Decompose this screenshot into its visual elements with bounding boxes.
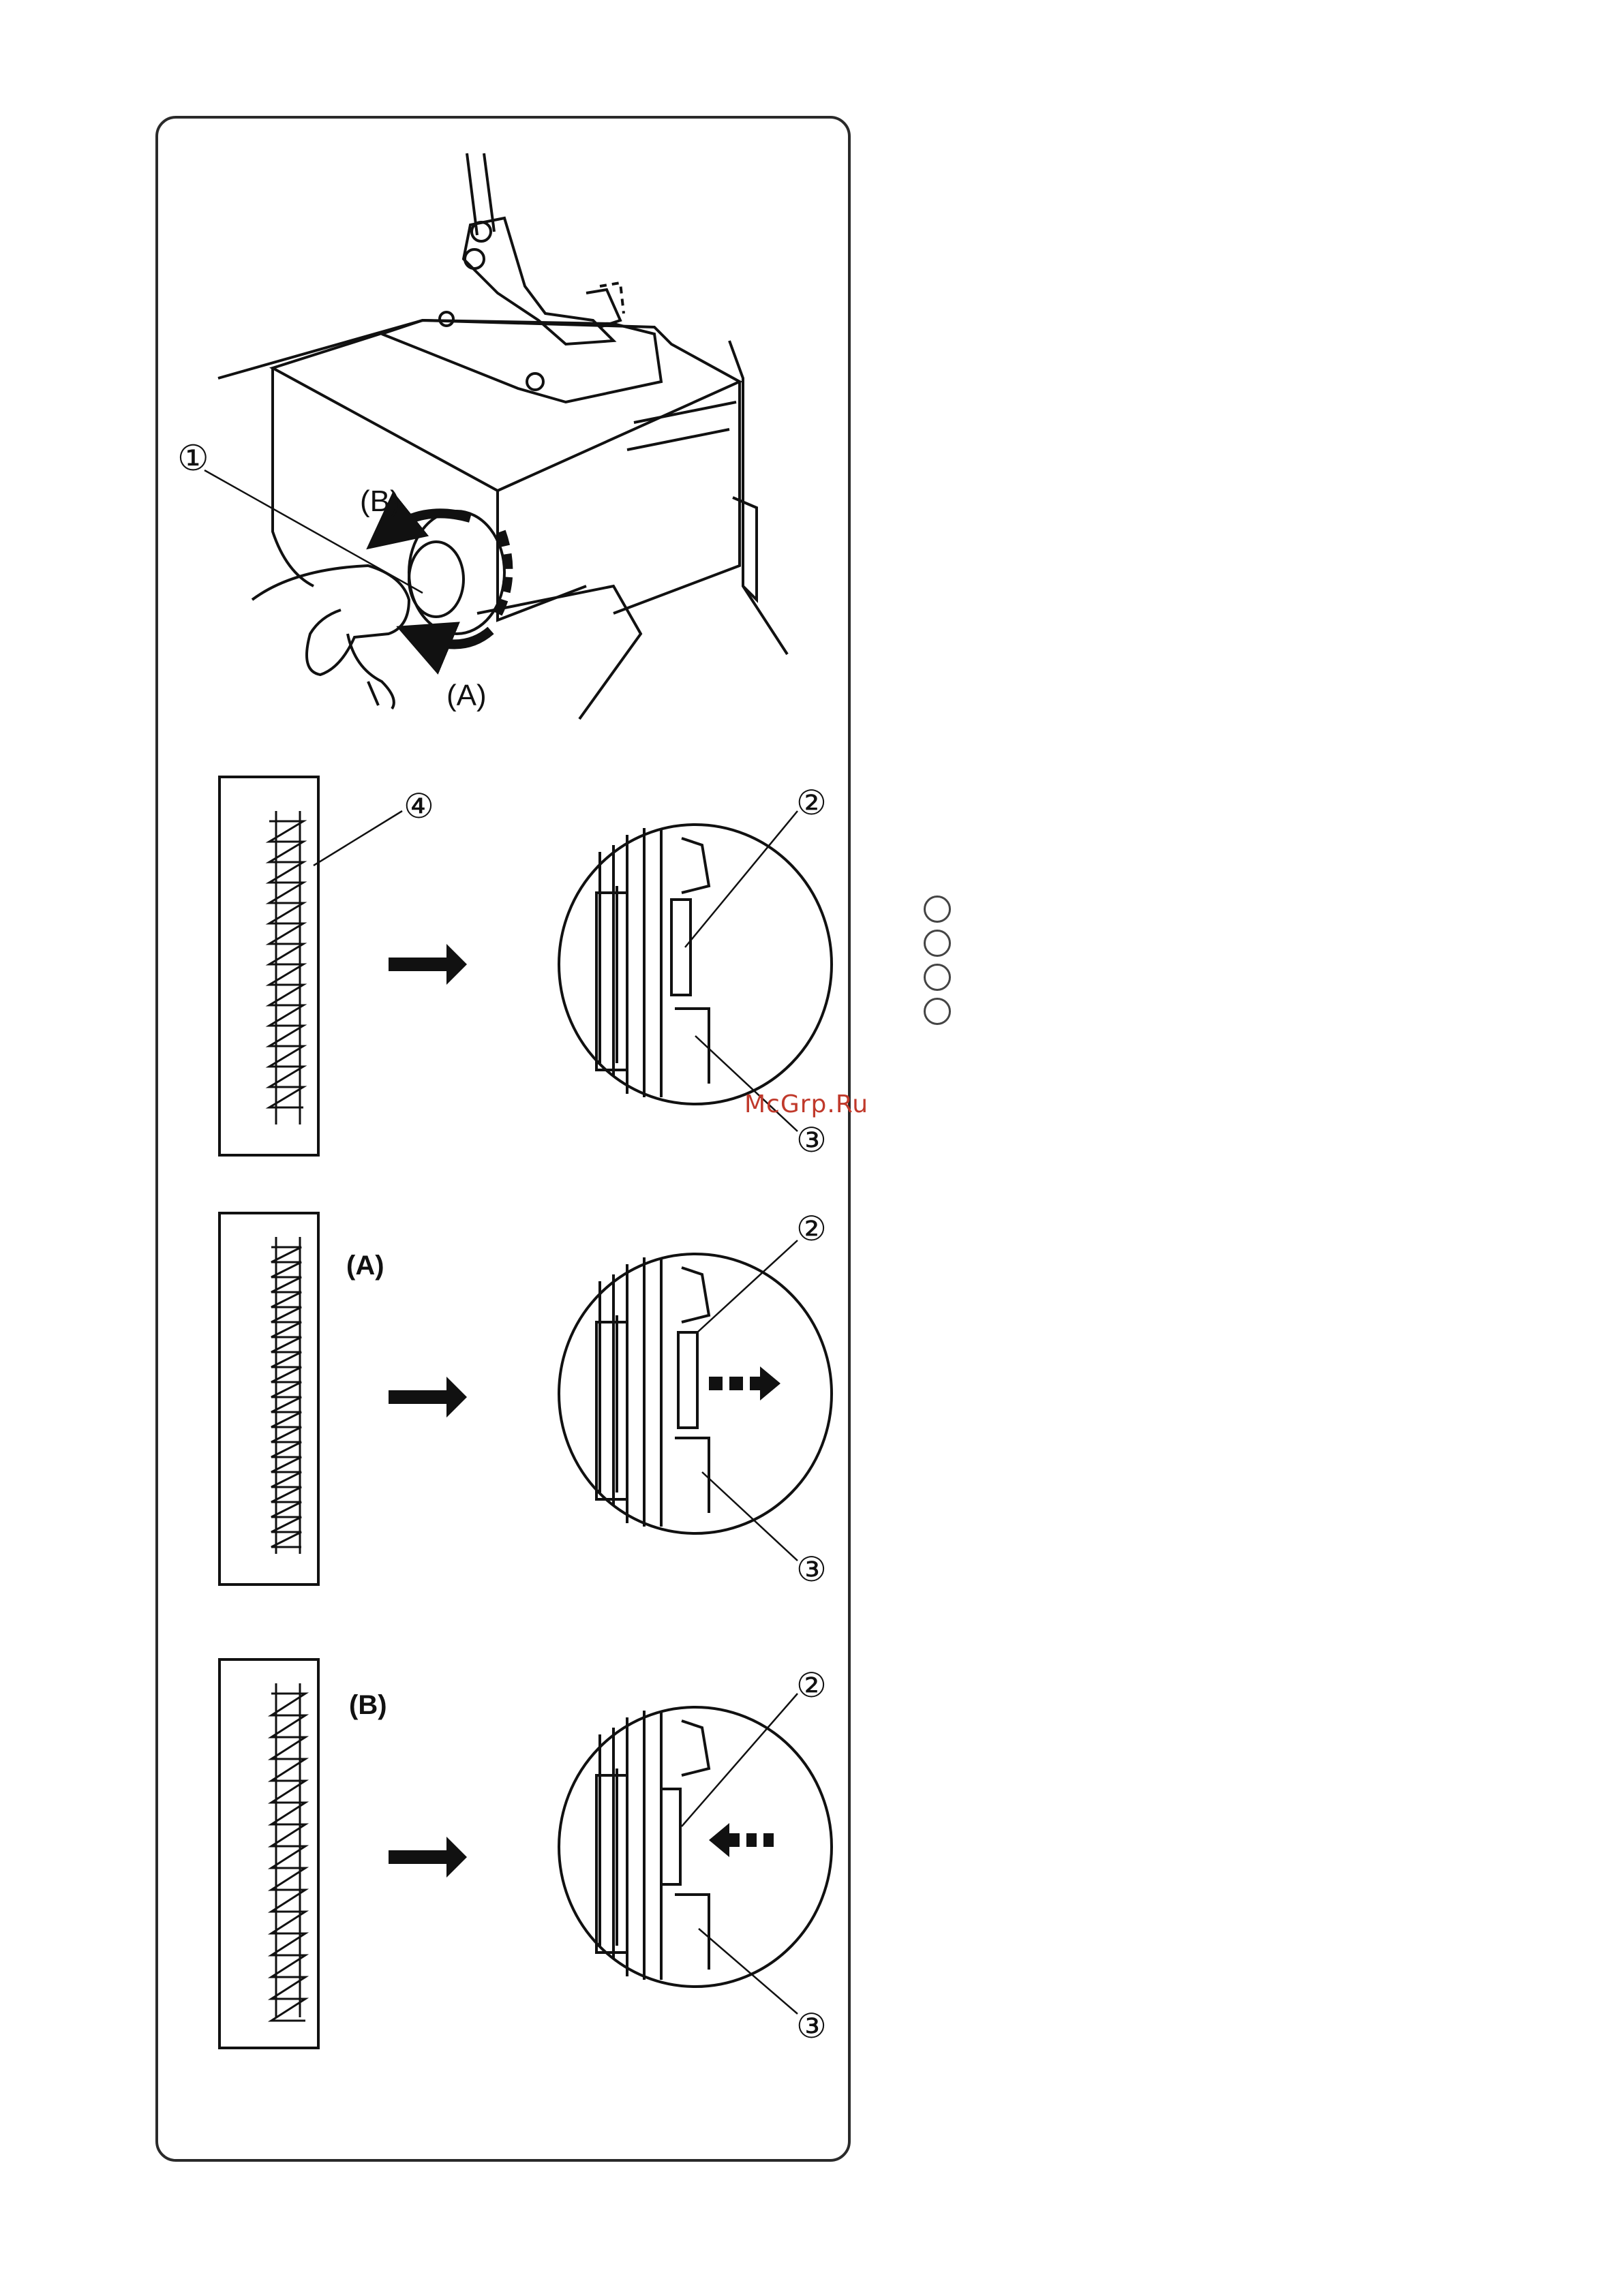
- sidebar-circle: [924, 930, 951, 957]
- magnified-indicator: [559, 825, 832, 1104]
- callout-3: ③: [796, 1121, 827, 1159]
- shift-left-arrow: [709, 1823, 774, 1857]
- fabric-swatch: [219, 1213, 318, 1585]
- direction-a-label: (A): [446, 679, 487, 712]
- callout-1: ①: [177, 439, 209, 478]
- fabric-swatch: [219, 777, 318, 1155]
- magnified-indicator: [559, 1707, 832, 1987]
- sidebar-circle: [924, 964, 951, 991]
- row-3-diagram: [219, 1659, 832, 2048]
- overlock-stitches: [269, 811, 303, 1124]
- sidebar-circle: [924, 998, 951, 1025]
- overlock-stitches: [271, 1237, 301, 1554]
- rotation-arrows: [389, 513, 508, 644]
- callout-3: ③: [796, 1550, 827, 1589]
- magnified-indicator: [559, 1254, 832, 1533]
- callout-2: ②: [796, 784, 827, 822]
- direction-arrow: [389, 1377, 467, 1418]
- machine-drawing: [218, 153, 787, 719]
- row-2-diagram: [219, 1210, 832, 1589]
- row-1-diagram: [219, 777, 832, 1159]
- direction-arrow: [389, 1837, 467, 1878]
- callout-4: ④: [404, 787, 434, 825]
- callout-2: ②: [796, 1210, 827, 1248]
- direction-b-label: (B): [360, 485, 400, 518]
- sidebar-circle: [924, 896, 951, 923]
- callout-2: ②: [796, 1666, 827, 1704]
- row-3-label: (B): [349, 1690, 387, 1720]
- sidebar-circle-list: [924, 896, 951, 1032]
- overlock-stitches: [271, 1683, 305, 2021]
- shift-right-arrow: [709, 1366, 780, 1400]
- callout-3: ③: [796, 2007, 827, 2045]
- row-2-label: (A): [346, 1251, 384, 1281]
- watermark: McGrp.Ru: [744, 1090, 869, 1118]
- direction-arrow: [389, 944, 467, 985]
